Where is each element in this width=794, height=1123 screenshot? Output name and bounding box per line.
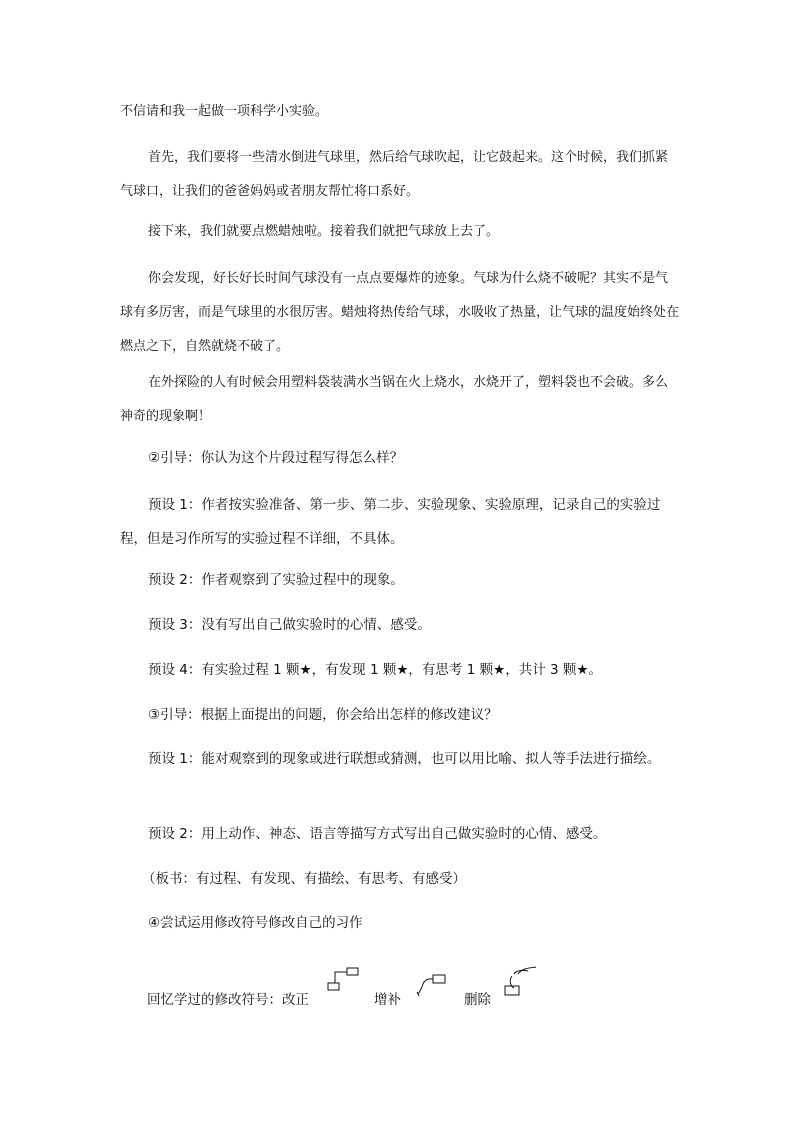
symbols-label-correct: 回忆学过的修改符号：改正: [147, 992, 309, 1008]
story-paragraph-3: 接下来，我们就要点燃蜡烛啦。接着我们就把气球放上去了。: [148, 224, 500, 239]
guide-2-question: ②引导：你认为这个片段过程写得怎么样？: [148, 450, 404, 466]
guide-2-preset-3: 预设 3：没有写出自己做实验时的心情、感受。: [148, 617, 431, 633]
guide-2-preset-4: 预设 4：有实验过程 1 颗★，有发现 1 颗★，有思考 1 颗★，共计 3 颗★。: [148, 662, 602, 678]
symbols-label-add: 增补: [374, 992, 401, 1008]
symbols-label-delete: 删除: [464, 992, 491, 1008]
story-paragraph-5: 在外探险的人有时候会用塑料袋装满水当锅在火上烧水，水烧开了，塑料袋也不会破。多么神奇的现象啊！: [120, 375, 669, 424]
guide-3-question: ③引导：根据上面提出的问题，你会给出怎样的修改建议？: [148, 707, 498, 723]
insert-symbol-icon: [411, 972, 451, 1000]
board-notes: （板书：有过程、有发现、有描绘、有思考、有感受）: [142, 871, 466, 887]
story-paragraph-2: 首先，我们要将一些清水倒进气球里，然后给气球吹起，让它鼓起来。这个时候，我们抓紧气球口，让我们的爸爸妈妈或者朋友帮忙将口系好。: [120, 150, 669, 199]
guide-2-preset-2: 预设 2：作者观察到了实验过程中的现象。: [148, 572, 404, 588]
story-paragraph-1: 不信请和我一起做一项科学小实验。: [120, 104, 329, 119]
revision-symbols-row: [147, 972, 667, 1012]
story-paragraph-4: 你会发现，好长好长时间气球没有一点点要爆炸的迹象。气球为什么烧不破呢？其实不是气球有多厉害，而是气球里的水很厉害。蜡烛将热传给气球，水吸收了热量，让气球的温度始终处在燃点之下，自然就烧不破了。: [120, 271, 680, 354]
guide-4-title: ④尝试运用修改符号修改自己的习作: [148, 915, 363, 931]
guide-2-preset-1: 预设 1：作者按实验准备、第一步、第二步、实验现象、实验原理，记录自己的实验过程，但是习作所写的实验过程不详细，不具体。: [120, 497, 661, 547]
guide-3-preset-1: 预设 1：能对观察到的现象或进行联想或猜测，也可以用比喻、拟人等手法进行描绘。: [148, 751, 661, 767]
guide-3-preset-2: 预设 2：用上动作、神态、语言等描写方式写出自己做实验时的心情、感受。: [148, 826, 607, 842]
delete-symbol-icon: [500, 964, 540, 998]
correct-symbol-icon: [325, 967, 363, 993]
